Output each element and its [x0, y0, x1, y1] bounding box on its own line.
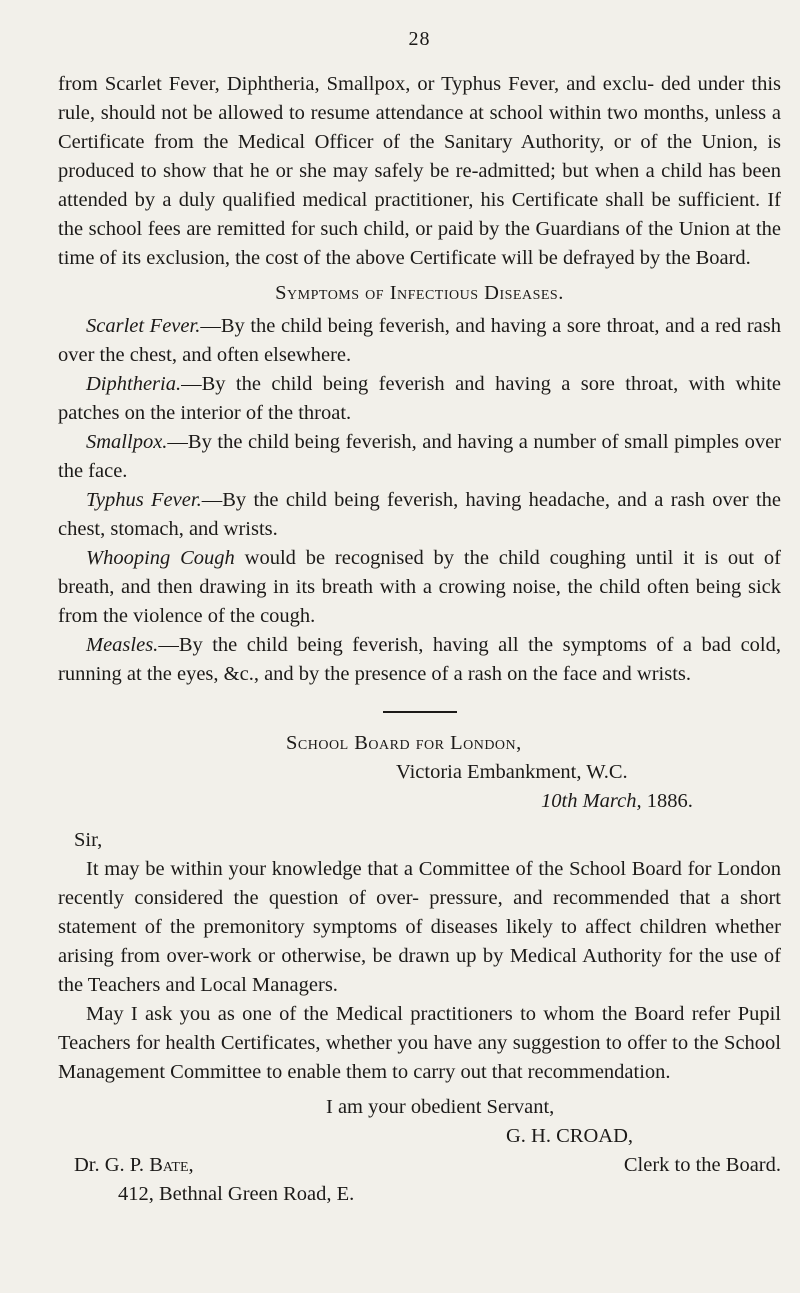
letter-header: [58, 729, 781, 816]
recipient-address: 412, Bethnal Green Road, E.: [118, 1183, 355, 1205]
symptom-term: Whooping Cough: [86, 547, 235, 569]
signer-title: Clerk to the Board.: [623, 1154, 781, 1176]
symptom-term: Scarlet Fever.: [86, 315, 201, 337]
symptom-text: —By the child being feverish, having headache, and a rash over the chest, stomach, and wrists.: [58, 489, 782, 540]
recipient-name: [58, 1151, 194, 1180]
sender-address: Victoria Embankment, W.C.: [396, 761, 628, 783]
recipient-surname: Bate,: [149, 1154, 194, 1176]
date-day: 10th March,: [541, 790, 642, 812]
symptoms-heading: Symptoms of Infectious Diseases.: [275, 282, 564, 304]
symptom-text: —By the child being feverish and having a sore throat, with white patches on the interior of the throat.: [58, 373, 781, 424]
symptom-term: Typhus Fever.: [86, 489, 202, 511]
symptom-text: —By the child being feverish, and having a number of small pimples over the face.: [58, 431, 781, 482]
recipient-prefix: Dr. G. P.: [74, 1154, 150, 1176]
letter-body-1: It may be within your knowledge that a Committee of the School Board for London recently considered the question of over- pressure, and recommended that a short statement of the premonitory symptoms of diseases likely to affect children whether arising from over-work or otherwise, be drawn up by Medical Authority for the use of the Teachers and Local Managers.: [58, 858, 781, 996]
symptom-diphtheria: [58, 370, 781, 428]
date-year: 1886.: [641, 790, 693, 812]
recipient-row: [58, 1151, 781, 1180]
closing-line: I am your obedient Servant,: [326, 1096, 555, 1118]
symptom-typhus-fever: [58, 486, 781, 544]
signer-name: G. H. CROAD,: [506, 1125, 633, 1147]
symptom-text: —By the child being feverish, and having a sore throat, and a red rash over the chest, and often elsewhere.: [58, 315, 782, 366]
letter-body-2: May I ask you as one of the Medical practitioners to whom the Board refer Pupil Teachers for health Certificates, whether you have any suggestion to offer to the School Management Committee to enable them to carry out that recommendation.: [58, 1003, 781, 1083]
letter-date: [58, 787, 781, 816]
symptom-term: Measles.: [86, 634, 159, 656]
salutation: Sir,: [74, 829, 103, 851]
symptom-term: Smallpox.: [86, 431, 168, 453]
symptom-term: Diphtheria.: [86, 373, 182, 395]
document-page: [58, 28, 781, 1209]
symptom-measles: [58, 631, 781, 689]
symptom-whooping-cough: [58, 544, 781, 631]
symptom-scarlet-fever: [58, 312, 781, 370]
section-divider: [383, 711, 457, 713]
sender-org: School Board for London,: [286, 732, 522, 754]
intro-paragraph: from Scarlet Fever, Diphtheria, Smallpox, or Typhus Fever, and exclu- ded under this rule, should not be allowed to resume attendance at school within two months, unless a Certificate from the Medical Officer of the Sanitary Authority, or of the Union, is produced to show that he or she may safely be re-admitted; but when a child has been attended by a duly qualified medical practitioner, his Certificate shall be sufficient. If the school fees are remitted for such child, or paid by the Guardians of the Union at the time of its exclusion, the cost of the above Certificate will be defrayed by the Board.: [58, 73, 781, 269]
letter-closing: [58, 1093, 781, 1151]
symptom-text: —By the child being feverish, having all the symptoms of a bad cold, running at the eyes, &c., and by the presence of a rash on the face and wrists.: [58, 634, 781, 685]
page-number: 28: [408, 28, 431, 50]
symptom-text: would be recognised by the child coughing until it is out of breath, and then drawing in its breath with a crowing noise, the child often being sick from the violence of the cough.: [58, 547, 781, 627]
symptom-smallpox: [58, 428, 781, 486]
